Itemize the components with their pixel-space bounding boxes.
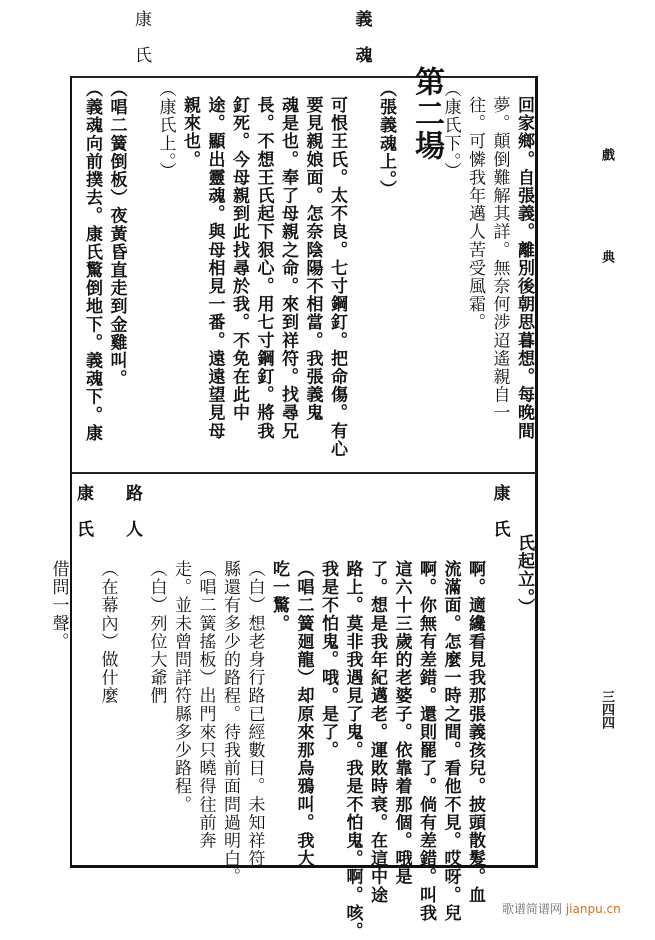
watermark-latin: jianpu.cn — [565, 902, 621, 916]
column-text: （唱二簧搖板）出門來只曉得往前奔 — [195, 560, 216, 850]
column-text: 流滿面。怎麼一時之間。看他不見。哎呀。兒 — [440, 560, 461, 922]
text-column — [218, 476, 243, 886]
scene-title — [398, 66, 444, 470]
speaker-column — [349, 10, 374, 470]
speaker-name: 康 氏 — [489, 484, 510, 539]
text-column — [267, 476, 292, 866]
column-text: （在幕內）做什麼 — [97, 560, 118, 705]
column-text: 可恨王氏。太不良。七寸鋼釘。把命傷。有心 — [327, 96, 347, 458]
column-text: （康氏下。） — [440, 80, 461, 181]
text-column — [46, 476, 71, 866]
speaker-name: 義 魂 — [351, 10, 372, 65]
text-column — [242, 476, 267, 866]
column-text: 夢。顛倒難解其詳。無奈何涉迢遙親自一 — [489, 96, 510, 422]
stage-direction — [153, 80, 178, 470]
column-text: 借問一聲。 — [48, 560, 69, 651]
text-column — [251, 80, 276, 470]
text-column — [340, 476, 365, 940]
column-text: 長。不想王氏起下狠心。用七寸鋼釘。將我 — [253, 96, 274, 440]
stage-direction — [80, 80, 105, 470]
column-text: 走。並未曾問詳符縣多少路程。 — [171, 560, 191, 814]
top-half — [72, 10, 536, 470]
text-column — [202, 80, 227, 470]
text-column — [512, 80, 537, 470]
text-column — [144, 476, 169, 866]
half-divider — [72, 472, 536, 474]
running-header-2: 典 — [599, 250, 614, 263]
stage-direction — [374, 80, 399, 470]
column-text: （張義魂上。） — [376, 80, 396, 199]
watermark-cn: 歌谱简谱网 — [502, 902, 563, 916]
column-text: 要見親娘面。怎奈陰陽不相當。我張義鬼 — [302, 96, 323, 422]
column-text: 了。想是我年紀邁老。運敗時衰。在這中途 — [367, 560, 387, 904]
text-column — [227, 80, 252, 470]
text-column — [463, 80, 488, 470]
text-column — [316, 476, 341, 866]
stage-direction — [512, 476, 537, 866]
speaker-column — [129, 10, 154, 470]
text-column — [193, 476, 218, 866]
speaker-column — [487, 476, 512, 866]
text-column — [389, 476, 414, 886]
text-column — [169, 476, 194, 866]
column-text: 釘死。今母親到此找尋於我。不免在此中 — [229, 96, 249, 422]
speaker-name: 康 氏 — [73, 484, 93, 539]
column-text: 吃一驚。 — [269, 560, 289, 633]
text-column — [365, 476, 390, 904]
column-text: 回家鄉。自張義。離別後朝思暮想。每晚間 — [514, 96, 534, 440]
column-text: 啊。適纔看見我那張義孩兒。披頭散髮。血 — [465, 560, 485, 904]
text-column — [438, 476, 463, 922]
column-text: 路上。莫非我遇見了鬼。我是不怕鬼。啊。咳。 — [342, 560, 363, 940]
speaker-column — [71, 476, 96, 866]
column-text: （白）想老身行路已經數日。未知祥符 — [244, 560, 265, 868]
text-column — [325, 80, 350, 470]
running-header-1: 戲 — [599, 148, 614, 161]
column-text: 啊。你無有差錯。還則罷了。倘有差錯。叫我 — [416, 560, 436, 922]
text-column — [104, 80, 129, 470]
speaker-column — [120, 476, 145, 866]
column-text: 這六十三歲的老婆子。依靠着那個。哦是 — [391, 560, 412, 886]
column-text: 魂是也。奉了母親之命。來到祥符。找尋兄 — [278, 96, 298, 440]
column-text: 縣還有多少的路程。待我前面問過明白。 — [220, 560, 240, 886]
text-column — [463, 476, 488, 904]
page-number: 三四四 — [599, 690, 614, 729]
site-watermark — [502, 900, 621, 917]
text-column — [291, 476, 316, 866]
column-text: （唱二簧廻龍）却原來那烏鴉叫。我大 — [293, 560, 314, 868]
column-text: 途。顯出靈魂。與母相見一番。遠遠望見母 — [204, 96, 225, 440]
column-text: 我是不怕鬼。哦。是了。 — [318, 560, 338, 760]
column-text: （唱二簧倒板）夜黃昏直走到金雞叫。 — [106, 80, 127, 388]
scene-heading: 第二場 — [409, 66, 444, 162]
text-column — [276, 80, 301, 470]
column-text: 往。可憐我年邁人苦受風霜。 — [465, 96, 485, 332]
column-text: 親來也。 — [180, 96, 200, 169]
speaker-name: 康 氏 — [131, 10, 151, 65]
speaker-name: 路 人 — [122, 484, 142, 539]
text-column — [300, 80, 325, 470]
column-text: （白）列位大爺們 — [146, 560, 167, 705]
column-text: （義魂向前撲去。康氏驚倒地下。義魂下。康 — [82, 80, 102, 442]
text-column — [487, 80, 512, 470]
text-column — [178, 80, 203, 470]
text-column — [414, 476, 439, 922]
text-column — [95, 476, 120, 866]
column-text: 氏起立。） — [514, 534, 534, 616]
column-text: （康氏上。） — [155, 80, 176, 181]
